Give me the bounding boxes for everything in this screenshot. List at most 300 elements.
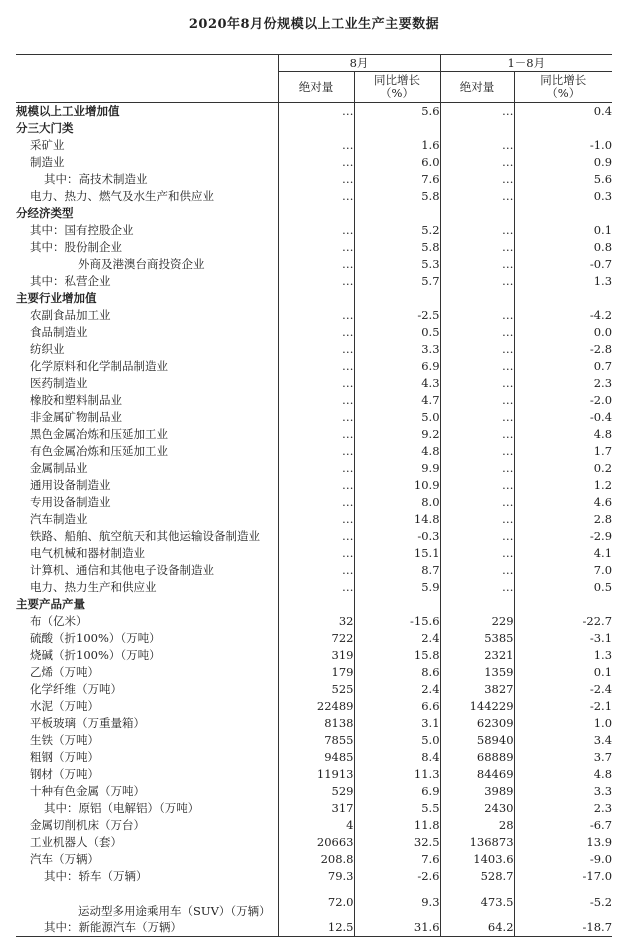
- row-label: 其中：轿车（万辆）: [44, 869, 148, 883]
- page-title: 2020年8月份规模以上工业生产主要数据: [188, 17, 440, 32]
- aug-abs: 525: [278, 681, 354, 698]
- row-label: 工业机器人（套）: [30, 835, 122, 849]
- row-label: 布（亿米）: [30, 614, 88, 628]
- ytd-abs: 1359: [440, 664, 514, 681]
- aug-abs: …: [278, 460, 354, 477]
- aug-yoy: 6.9: [354, 358, 440, 375]
- ytd-abs: [440, 290, 514, 307]
- ytd-yoy: -0.4: [514, 409, 612, 426]
- table-row: [16, 358, 612, 375]
- ytd-yoy: 1.2: [514, 477, 612, 494]
- aug-abs: …: [278, 562, 354, 579]
- ytd-abs: …: [440, 171, 514, 188]
- ytd-yoy: 2.8: [514, 511, 612, 528]
- table-row: [16, 647, 612, 664]
- ytd-yoy: 3.4: [514, 732, 612, 749]
- aug-yoy: 8.6: [354, 664, 440, 681]
- ytd-abs: 62309: [440, 715, 514, 732]
- aug-yoy: 31.6: [354, 919, 440, 937]
- row-label: 平板玻璃（万重量箱）: [30, 716, 145, 730]
- ytd-yoy: 4.8: [514, 426, 612, 443]
- aug-abs: …: [278, 307, 354, 324]
- header-blank: [16, 55, 278, 72]
- ytd-yoy: -2.4: [514, 681, 612, 698]
- aug-abs: 317: [278, 800, 354, 817]
- aug-abs: …: [278, 222, 354, 239]
- table-row: [16, 511, 612, 528]
- ytd-abs: …: [440, 137, 514, 154]
- table-row: [16, 494, 612, 511]
- ytd-yoy: -5.2: [514, 885, 612, 919]
- ytd-abs: 2321: [440, 647, 514, 664]
- table-row: [16, 834, 612, 851]
- table-row: [16, 885, 612, 919]
- row-label: 纺织业: [30, 342, 65, 356]
- table-row: [16, 239, 612, 256]
- aug-yoy: [354, 596, 440, 613]
- aug-yoy: 14.8: [354, 511, 440, 528]
- ytd-yoy: -2.9: [514, 528, 612, 545]
- ytd-abs: …: [440, 562, 514, 579]
- aug-abs: 319: [278, 647, 354, 664]
- aug-abs: …: [278, 324, 354, 341]
- header-aug-yoy-text: 同比增长（%）: [374, 73, 420, 100]
- aug-yoy: 7.6: [354, 171, 440, 188]
- aug-yoy: [354, 290, 440, 307]
- header-group-aug: 8月: [278, 55, 440, 72]
- row-label: 非金属矿物制品业: [30, 410, 122, 424]
- ytd-abs: 473.5: [440, 885, 514, 919]
- table-row: [16, 341, 612, 358]
- aug-yoy: -2.5: [354, 307, 440, 324]
- header-ytd-yoy-text: 同比增长（%）: [540, 73, 587, 100]
- row-label: 烧碱（折100%）（万吨）: [30, 648, 161, 662]
- ytd-abs: …: [440, 324, 514, 341]
- aug-yoy: 0.5: [354, 324, 440, 341]
- table-row: [16, 715, 612, 732]
- aug-abs: 32: [278, 613, 354, 630]
- aug-yoy: 11.8: [354, 817, 440, 834]
- aug-abs: [278, 596, 354, 613]
- section-heading: 主要产品产量: [16, 597, 85, 611]
- aug-abs: 22489: [278, 698, 354, 715]
- table-row: [16, 392, 612, 409]
- table-row: [16, 681, 612, 698]
- aug-yoy: 8.4: [354, 749, 440, 766]
- row-label: 外商及港澳台商投资企业: [78, 257, 205, 271]
- ytd-yoy: [514, 290, 612, 307]
- row-label: 橡胶和塑料制品业: [30, 393, 122, 407]
- ytd-abs: 68889: [440, 749, 514, 766]
- row-label: 其中：高技术制造业: [44, 172, 148, 186]
- row-label: 食品制造业: [30, 325, 88, 339]
- aug-abs: …: [278, 154, 354, 171]
- row-label: 汽车（万辆）: [30, 852, 99, 866]
- ytd-abs: 58940: [440, 732, 514, 749]
- aug-yoy: 2.4: [354, 630, 440, 647]
- ytd-yoy: 0.0: [514, 324, 612, 341]
- aug-yoy: 9.9: [354, 460, 440, 477]
- table-row: [16, 817, 612, 834]
- ytd-yoy: 5.6: [514, 171, 612, 188]
- ytd-abs: …: [440, 528, 514, 545]
- table-row: [16, 732, 612, 749]
- row-label: 乙烯（万吨）: [30, 665, 99, 679]
- ytd-yoy: -9.0: [514, 851, 612, 868]
- table-header: [16, 55, 612, 103]
- table-row: [16, 205, 612, 222]
- aug-abs: …: [278, 341, 354, 358]
- ytd-abs: 2430: [440, 800, 514, 817]
- table-row: [16, 800, 612, 817]
- ytd-abs: …: [440, 341, 514, 358]
- ytd-abs: …: [440, 392, 514, 409]
- table-row: [16, 664, 612, 681]
- ytd-yoy: -2.1: [514, 698, 612, 715]
- aug-abs: …: [278, 477, 354, 494]
- row-label: 钢材（万吨）: [30, 767, 99, 781]
- aug-yoy: 2.4: [354, 681, 440, 698]
- table-row: [16, 783, 612, 800]
- aug-yoy: 1.6: [354, 137, 440, 154]
- row-label: 计算机、通信和其他电子设备制造业: [30, 563, 214, 577]
- header-group-jan-aug: 1－8月: [440, 55, 612, 72]
- row-label: 医药制造业: [30, 376, 88, 390]
- ytd-abs: [440, 205, 514, 222]
- aug-abs: …: [278, 528, 354, 545]
- ytd-yoy: 4.6: [514, 494, 612, 511]
- aug-yoy: 6.6: [354, 698, 440, 715]
- aug-abs: …: [278, 511, 354, 528]
- ytd-yoy: -17.0: [514, 868, 612, 885]
- header-aug-absolute: 绝对量: [278, 72, 354, 103]
- table-row: [16, 324, 612, 341]
- row-label-text: 运动型多用途乘用车（SUV）（万辆）: [78, 904, 271, 918]
- row-label: 通用设备制造业: [30, 478, 111, 492]
- ytd-yoy: 2.3: [514, 800, 612, 817]
- ytd-yoy: -3.1: [514, 630, 612, 647]
- ytd-yoy: 4.8: [514, 766, 612, 783]
- aug-abs: [278, 120, 354, 137]
- aug-abs: 208.8: [278, 851, 354, 868]
- row-label: 化学原料和化学制品制造业: [30, 359, 168, 373]
- header-ytd-yoy: [514, 72, 612, 103]
- table-row: [16, 477, 612, 494]
- ytd-yoy: -1.0: [514, 137, 612, 154]
- aug-abs: …: [278, 137, 354, 154]
- aug-yoy: 4.3: [354, 375, 440, 392]
- row-label: 金属制品业: [30, 461, 88, 475]
- aug-abs: …: [278, 409, 354, 426]
- ytd-yoy: [514, 596, 612, 613]
- aug-yoy: 5.2: [354, 222, 440, 239]
- ytd-abs: …: [440, 239, 514, 256]
- table-row: [16, 307, 612, 324]
- table-row: [16, 749, 612, 766]
- row-label: 化学纤维（万吨）: [30, 682, 122, 696]
- ytd-yoy: -4.2: [514, 307, 612, 324]
- aug-abs: 9485: [278, 749, 354, 766]
- section-heading: 主要行业增加值: [16, 291, 97, 305]
- ytd-abs: …: [440, 579, 514, 596]
- table-row: [16, 256, 612, 273]
- ytd-yoy: -0.7: [514, 256, 612, 273]
- row-label: 电力、热力、燃气及水生产和供应业: [30, 189, 214, 203]
- row-label: 铁路、船舶、航空航天和其他运输设备制造业: [30, 529, 260, 543]
- aug-yoy: 4.8: [354, 443, 440, 460]
- ytd-yoy: 0.5: [514, 579, 612, 596]
- ytd-abs: …: [440, 494, 514, 511]
- ytd-yoy: 1.0: [514, 715, 612, 732]
- ytd-yoy: [514, 205, 612, 222]
- ytd-yoy: 0.7: [514, 358, 612, 375]
- ytd-abs: 144229: [440, 698, 514, 715]
- aug-abs: 4: [278, 817, 354, 834]
- ytd-yoy: 7.0: [514, 562, 612, 579]
- ytd-yoy: -2.8: [514, 341, 612, 358]
- table-row: [16, 851, 612, 868]
- aug-yoy: 10.9: [354, 477, 440, 494]
- aug-abs: …: [278, 426, 354, 443]
- ytd-yoy: 0.1: [514, 664, 612, 681]
- row-label: 专用设备制造业: [30, 495, 111, 509]
- ytd-abs: 528.7: [440, 868, 514, 885]
- ytd-yoy: 0.3: [514, 188, 612, 205]
- aug-abs: …: [278, 358, 354, 375]
- ytd-yoy: -6.7: [514, 817, 612, 834]
- aug-abs: …: [278, 188, 354, 205]
- aug-abs: …: [278, 239, 354, 256]
- ytd-yoy: 13.9: [514, 834, 612, 851]
- aug-abs: 20663: [278, 834, 354, 851]
- table-row: [16, 868, 612, 885]
- table-row: [16, 460, 612, 477]
- aug-yoy: 5.0: [354, 409, 440, 426]
- row-label: 十种有色金属（万吨）: [30, 784, 145, 798]
- table-row: [16, 613, 612, 630]
- aug-abs: …: [278, 273, 354, 290]
- row-label: [16, 885, 278, 919]
- aug-yoy: [354, 120, 440, 137]
- aug-abs: 529: [278, 783, 354, 800]
- table-row: [16, 375, 612, 392]
- row-label: 其中：国有控股企业: [30, 223, 134, 237]
- aug-abs: …: [278, 256, 354, 273]
- ytd-abs: 136873: [440, 834, 514, 851]
- row-label: 制造业: [30, 155, 65, 169]
- ytd-yoy: -18.7: [514, 919, 612, 937]
- aug-abs: 12.5: [278, 919, 354, 937]
- aug-yoy: 5.6: [354, 103, 440, 121]
- table-row: [16, 545, 612, 562]
- ytd-abs: 84469: [440, 766, 514, 783]
- aug-abs: 722: [278, 630, 354, 647]
- aug-abs: [278, 290, 354, 307]
- table-row: [16, 596, 612, 613]
- ytd-abs: …: [440, 545, 514, 562]
- ytd-abs: …: [440, 273, 514, 290]
- row-label: 电气机械和器材制造业: [30, 546, 145, 560]
- ytd-abs: …: [440, 154, 514, 171]
- row-label: 规模以上工业增加值: [16, 104, 120, 118]
- ytd-abs: …: [440, 222, 514, 239]
- row-label: 黑色金属冶炼和压延加工业: [30, 427, 168, 441]
- ytd-abs: 1403.6: [440, 851, 514, 868]
- row-label: 有色金属冶炼和压延加工业: [30, 444, 168, 458]
- aug-abs: 179: [278, 664, 354, 681]
- aug-yoy: 4.7: [354, 392, 440, 409]
- ytd-yoy: 0.8: [514, 239, 612, 256]
- ytd-yoy: -22.7: [514, 613, 612, 630]
- aug-yoy: 32.5: [354, 834, 440, 851]
- ytd-abs: 64.2: [440, 919, 514, 937]
- ytd-yoy: 1.7: [514, 443, 612, 460]
- aug-abs: 72.0: [278, 885, 354, 919]
- ytd-abs: …: [440, 375, 514, 392]
- ytd-yoy: 4.1: [514, 545, 612, 562]
- aug-yoy: -0.3: [354, 528, 440, 545]
- aug-yoy: 3.1: [354, 715, 440, 732]
- aug-yoy: 3.3: [354, 341, 440, 358]
- ytd-abs: …: [440, 256, 514, 273]
- table-row: [16, 222, 612, 239]
- row-label: 农副食品加工业: [30, 308, 111, 322]
- aug-yoy: 6.0: [354, 154, 440, 171]
- ytd-abs: 28: [440, 817, 514, 834]
- table-row: [16, 103, 612, 121]
- table-row: [16, 120, 612, 137]
- row-label: 其中：新能源汽车（万辆）: [16, 919, 278, 937]
- header-aug-yoy: [354, 72, 440, 103]
- row-label: 汽车制造业: [30, 512, 88, 526]
- table-row: [16, 409, 612, 426]
- table-row: [16, 137, 612, 154]
- aug-yoy: 5.3: [354, 256, 440, 273]
- aug-yoy: 9.2: [354, 426, 440, 443]
- ytd-yoy: 0.4: [514, 103, 612, 121]
- aug-yoy: 6.9: [354, 783, 440, 800]
- ytd-abs: …: [440, 477, 514, 494]
- header-label-blank: [16, 72, 278, 103]
- ytd-abs: [440, 120, 514, 137]
- ytd-abs: …: [440, 358, 514, 375]
- aug-yoy: 7.6: [354, 851, 440, 868]
- ytd-abs: …: [440, 426, 514, 443]
- ytd-yoy: 3.3: [514, 783, 612, 800]
- table-row: [16, 698, 612, 715]
- ytd-abs: 3827: [440, 681, 514, 698]
- table-row: [16, 426, 612, 443]
- ytd-yoy: [514, 120, 612, 137]
- table-row: [16, 579, 612, 596]
- aug-yoy: 9.3: [354, 885, 440, 919]
- aug-abs: …: [278, 443, 354, 460]
- row-label: 采矿业: [30, 138, 65, 152]
- row-label: 其中：原铝（电解铝）（万吨）: [44, 801, 200, 815]
- table-row: [16, 154, 612, 171]
- aug-yoy: [354, 205, 440, 222]
- ytd-yoy: 3.7: [514, 749, 612, 766]
- aug-yoy: 15.8: [354, 647, 440, 664]
- ytd-yoy: 0.1: [514, 222, 612, 239]
- aug-abs: [278, 205, 354, 222]
- ytd-abs: [440, 596, 514, 613]
- aug-yoy: -15.6: [354, 613, 440, 630]
- table-body: [16, 103, 612, 937]
- table-row: [16, 919, 612, 937]
- table-row: [16, 443, 612, 460]
- data-table: [16, 54, 612, 937]
- aug-yoy: 11.3: [354, 766, 440, 783]
- aug-abs: …: [278, 545, 354, 562]
- table-row: [16, 188, 612, 205]
- ytd-yoy: 0.9: [514, 154, 612, 171]
- row-label: 水泥（万吨）: [30, 699, 99, 713]
- aug-yoy: 15.1: [354, 545, 440, 562]
- aug-yoy: 5.7: [354, 273, 440, 290]
- ytd-yoy: -2.0: [514, 392, 612, 409]
- aug-abs: 11913: [278, 766, 354, 783]
- row-label: 生铁（万吨）: [30, 733, 99, 747]
- row-label: 金属切削机床（万台）: [30, 818, 145, 832]
- ytd-abs: 3989: [440, 783, 514, 800]
- aug-yoy: 5.5: [354, 800, 440, 817]
- ytd-abs: 5385: [440, 630, 514, 647]
- ytd-abs: …: [440, 103, 514, 121]
- header-ytd-absolute: 绝对量: [440, 72, 514, 103]
- ytd-abs: …: [440, 307, 514, 324]
- table-row: [16, 562, 612, 579]
- aug-abs: 79.3: [278, 868, 354, 885]
- aug-abs: …: [278, 579, 354, 596]
- table-row: [16, 273, 612, 290]
- ytd-abs: …: [440, 409, 514, 426]
- row-label: 其中：私营企业: [30, 274, 111, 288]
- section-heading: 分经济类型: [16, 206, 74, 220]
- ytd-yoy: 2.3: [514, 375, 612, 392]
- aug-abs: …: [278, 494, 354, 511]
- aug-yoy: -2.6: [354, 868, 440, 885]
- aug-yoy: 8.7: [354, 562, 440, 579]
- aug-abs: …: [278, 171, 354, 188]
- row-label: 粗钢（万吨）: [30, 750, 99, 764]
- ytd-abs: …: [440, 443, 514, 460]
- aug-abs: …: [278, 375, 354, 392]
- aug-yoy: 5.8: [354, 188, 440, 205]
- aug-yoy: 5.9: [354, 579, 440, 596]
- row-label: 硫酸（折100%）（万吨）: [30, 631, 161, 645]
- aug-yoy: 5.8: [354, 239, 440, 256]
- ytd-abs: …: [440, 188, 514, 205]
- table-row: [16, 528, 612, 545]
- aug-yoy: 8.0: [354, 494, 440, 511]
- ytd-abs: …: [440, 511, 514, 528]
- aug-abs: 8138: [278, 715, 354, 732]
- aug-yoy: 5.0: [354, 732, 440, 749]
- table-row: [16, 290, 612, 307]
- table-row: [16, 766, 612, 783]
- ytd-abs: 229: [440, 613, 514, 630]
- aug-abs: 7855: [278, 732, 354, 749]
- table-row: [16, 630, 612, 647]
- section-heading: 分三大门类: [16, 121, 74, 135]
- ytd-abs: …: [440, 460, 514, 477]
- aug-abs: …: [278, 392, 354, 409]
- aug-abs: …: [278, 103, 354, 121]
- row-label: 电力、热力生产和供应业: [30, 580, 157, 594]
- ytd-yoy: 1.3: [514, 273, 612, 290]
- ytd-yoy: 0.2: [514, 460, 612, 477]
